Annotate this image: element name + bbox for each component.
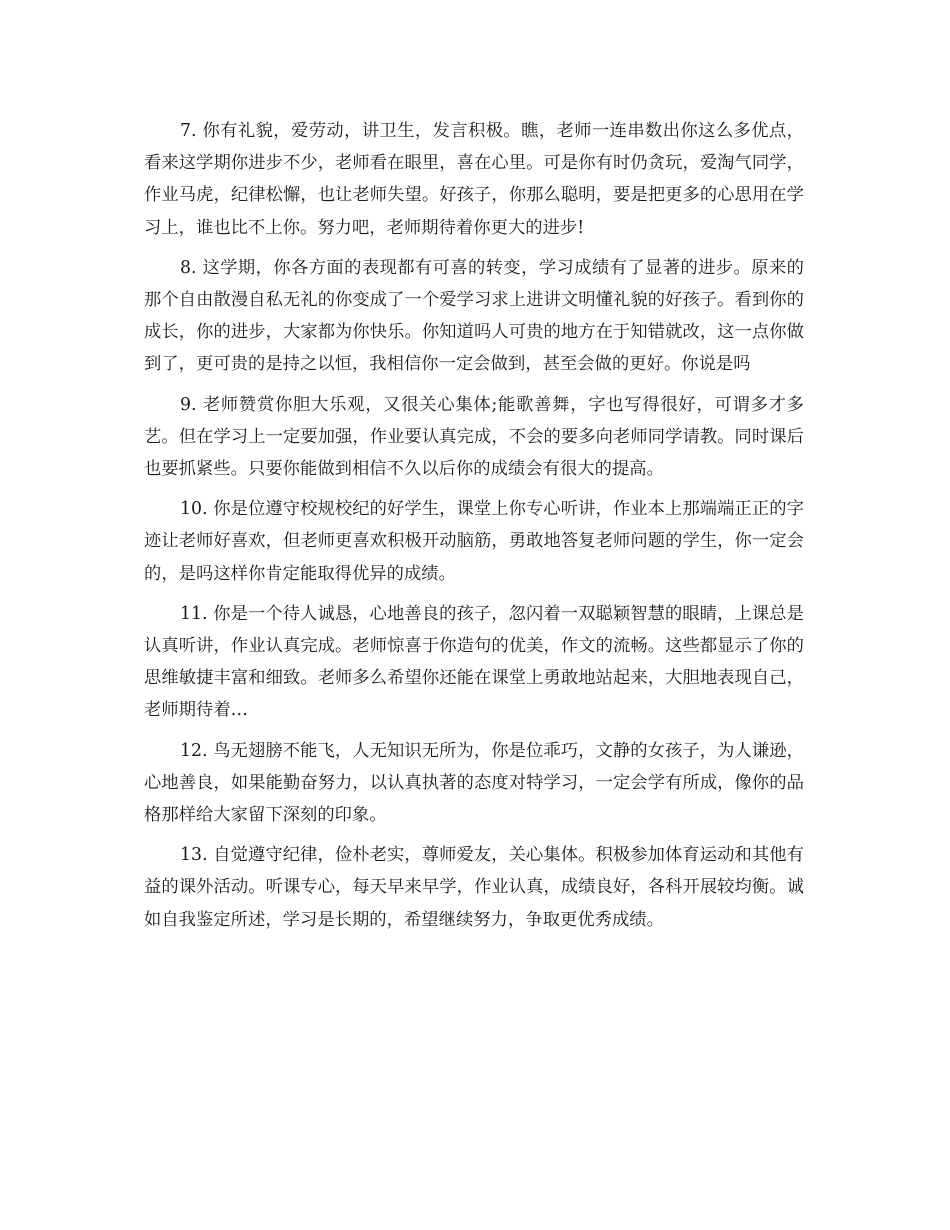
paragraph-9: 9. 老师赞赏你胆大乐观，又很关心集体;能歌善舞，字也写得很好，可谓多才多艺。但在学习上一定要加强，作业要认真完成，不会的要多向老师同学请教。同时课后也要抓紧些。只要你能做到相信不久以后你的成绩会有很大的提高。 — [144, 394, 804, 480]
paragraph-7: 7. 你有礼貌，爱劳动，讲卫生，发言积极。瞧，老师一连串数出你这么多优点，看来这学期你进步不少，老师看在眼里，喜在心里。可是你有时仍贪玩，爱淘气同学，作业马虎，纪律松懈，也让老师失望。好孩子，你那么聪明，要是把更多的心思用在学习上，谁也比不上你。努力吧，老师期待着你更大的进步! — [144, 121, 804, 238]
document-body — [144, 115, 804, 944]
paragraph-10: 10. 你是位遵守校规校纪的好学生，课堂上你专心听讲，作业本上那端端正正的字迹让老师好喜欢，但老师更喜欢积极开动脑筋，勇敢地答复老师问题的学生，你一定会的，是吗这样你肯定能取得优异的成绩。 — [144, 499, 804, 584]
paragraph-8: 8. 这学期，你各方面的表现都有可喜的转变，学习成绩有了显著的进步。原来的那个自由散漫自私无礼的你变成了一个爱学习求上进讲文明懂礼貌的好孩子。看到你的成长，你的进步，大家都为你快乐。你知道吗人可贵的地方在于知错就改，这一点你做到了，更可贵的是持之以恒，我相信你一定会做到，甚至会做的更好。你说是吗 — [144, 257, 804, 375]
paragraph-12: 12. 鸟无翅膀不能飞，人无知识无所为，你是位乖巧，文静的女孩子，为人谦逊，心地善良，如果能勤奋努力，以认真执著的态度对特学习，一定会学有所成，像你的品格那样给大家留下深刻的印象。 — [144, 740, 804, 826]
paragraph-11: 11. 你是一个待人诚恳，心地善良的孩子，忽闪着一双聪颖智慧的眼睛，上课总是认真听讲，作业认真完成。老师惊喜于你造句的优美，作文的流畅。这些都显示了你的思维敏捷丰富和细致。老师多么希望你还能在课堂上勇敢地站起来，大胆地表现自己，老师期待着… — [144, 603, 804, 721]
paragraph-13: 13. 自觉遵守纪律，俭朴老实，尊师爱友，关心集体。积极参加体育运动和其他有益的课外活动。听课专心，每天早来早学，作业认真，成绩良好，各科开展较均衡。诚如自我鉴定所述，学习是长期的，希望继续努力，争取更优秀成绩。 — [144, 845, 804, 930]
